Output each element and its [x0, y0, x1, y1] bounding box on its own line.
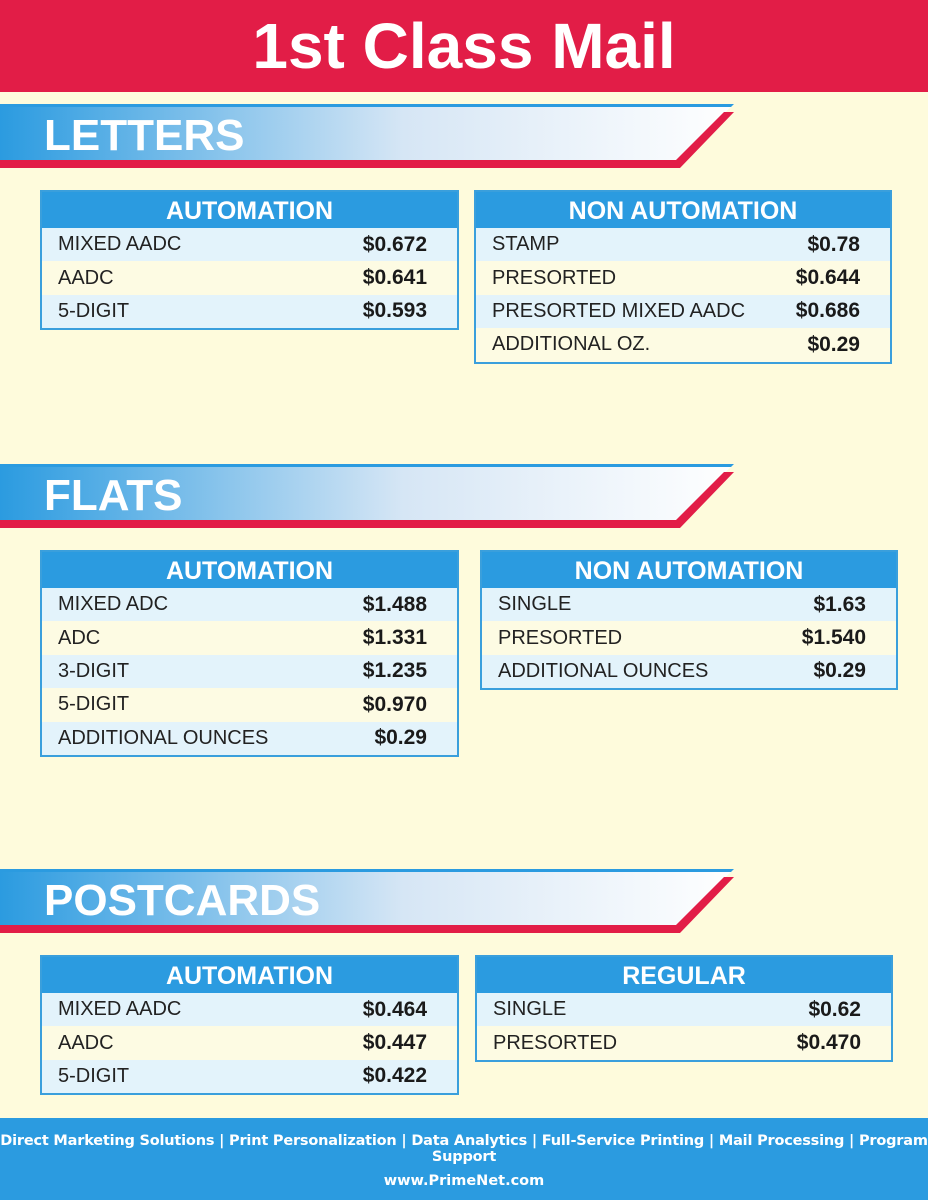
- row-price: $0.672: [362, 232, 427, 256]
- table-row: [482, 588, 896, 621]
- row-label: PRESORTED: [498, 626, 623, 649]
- table-header: REGULAR: [477, 957, 891, 993]
- row-price: $0.422: [362, 1064, 427, 1088]
- row-price: $0.29: [813, 659, 866, 683]
- table-row: [482, 655, 896, 688]
- footer: [0, 1118, 928, 1200]
- table-row: [42, 688, 457, 721]
- row-label: AADC: [58, 266, 114, 289]
- page-title: 1st Class Mail: [252, 10, 676, 82]
- table-row: [42, 1026, 457, 1059]
- table-row: [477, 1026, 891, 1059]
- row-label: ADC: [58, 626, 101, 649]
- row-price: $0.464: [362, 997, 427, 1021]
- table-header: AUTOMATION: [42, 192, 457, 228]
- row-label: SINGLE: [493, 998, 567, 1021]
- row-label: ADDITIONAL OUNCES: [58, 726, 269, 749]
- letters-automation-table: [40, 190, 459, 330]
- table-row: [476, 261, 890, 294]
- table-row: [42, 655, 457, 688]
- row-price: $0.78: [807, 232, 860, 256]
- table-row: [42, 228, 457, 261]
- table-row: [477, 993, 891, 1026]
- table-row: [42, 993, 457, 1026]
- row-price: $0.470: [796, 1031, 861, 1055]
- row-label: PRESORTED: [493, 1031, 618, 1054]
- row-price: $0.29: [807, 332, 860, 356]
- table-row: [42, 261, 457, 294]
- row-label: SINGLE: [498, 593, 572, 616]
- row-label: AADC: [58, 1031, 114, 1054]
- flats-automation-table: [40, 550, 459, 757]
- table-header: AUTOMATION: [42, 552, 457, 588]
- section-title: POSTCARDS: [44, 876, 321, 925]
- flats-non-automation-table: [480, 550, 898, 690]
- row-price: $1.488: [362, 592, 427, 616]
- row-price: $0.686: [795, 299, 860, 323]
- section-header-postcards: [0, 869, 740, 933]
- footer-url[interactable]: www.PrimeNet.com: [383, 1173, 545, 1189]
- table-header: NON AUTOMATION: [476, 192, 890, 228]
- row-label: MIXED AADC: [58, 233, 182, 256]
- row-label: STAMP: [492, 233, 560, 256]
- table-row: [482, 621, 896, 654]
- letters-non-automation-table: [474, 190, 892, 364]
- row-price: $0.29: [374, 726, 427, 750]
- postcards-automation-table: [40, 955, 459, 1095]
- row-price: $1.235: [362, 659, 427, 683]
- table-header: NON AUTOMATION: [482, 552, 896, 588]
- table-row: [476, 328, 890, 361]
- table-row: [42, 1060, 457, 1093]
- footer-services: Direct Marketing Solutions | Print Personalization | Data Analytics | Full-Service Printing | Mail Processing | Program Support: [0, 1133, 928, 1165]
- row-label: 5-DIGIT: [58, 299, 130, 322]
- row-price: $1.63: [813, 592, 866, 616]
- table-row: [42, 295, 457, 328]
- row-price: $0.970: [362, 692, 427, 716]
- section-header-flats: [0, 464, 740, 528]
- row-label: ADDITIONAL OZ.: [492, 333, 651, 356]
- row-price: $1.331: [362, 626, 427, 650]
- row-price: $0.593: [362, 299, 427, 323]
- table-row: [476, 295, 890, 328]
- postcards-regular-table: [475, 955, 893, 1062]
- row-price: $1.540: [801, 626, 866, 650]
- section-header-letters: [0, 104, 740, 168]
- row-label: 3-DIGIT: [58, 659, 130, 682]
- row-price: $0.644: [795, 266, 860, 290]
- table-row: [476, 228, 890, 261]
- table-row: [42, 588, 457, 621]
- table-header: AUTOMATION: [42, 957, 457, 993]
- row-label: 5-DIGIT: [58, 1064, 130, 1087]
- title-banner: [0, 0, 928, 92]
- row-price: $0.641: [362, 266, 427, 290]
- table-row: [42, 621, 457, 654]
- row-label: MIXED ADC: [58, 593, 169, 616]
- table-row: [42, 722, 457, 755]
- row-label: PRESORTED MIXED AADC: [492, 299, 746, 322]
- row-price: $0.447: [362, 1031, 427, 1055]
- row-label: MIXED AADC: [58, 998, 182, 1021]
- section-title: FLATS: [44, 471, 183, 520]
- row-price: $0.62: [808, 997, 861, 1021]
- section-title: LETTERS: [44, 111, 245, 160]
- row-label: PRESORTED: [492, 266, 617, 289]
- row-label: ADDITIONAL OUNCES: [498, 659, 709, 682]
- row-label: 5-DIGIT: [58, 693, 130, 716]
